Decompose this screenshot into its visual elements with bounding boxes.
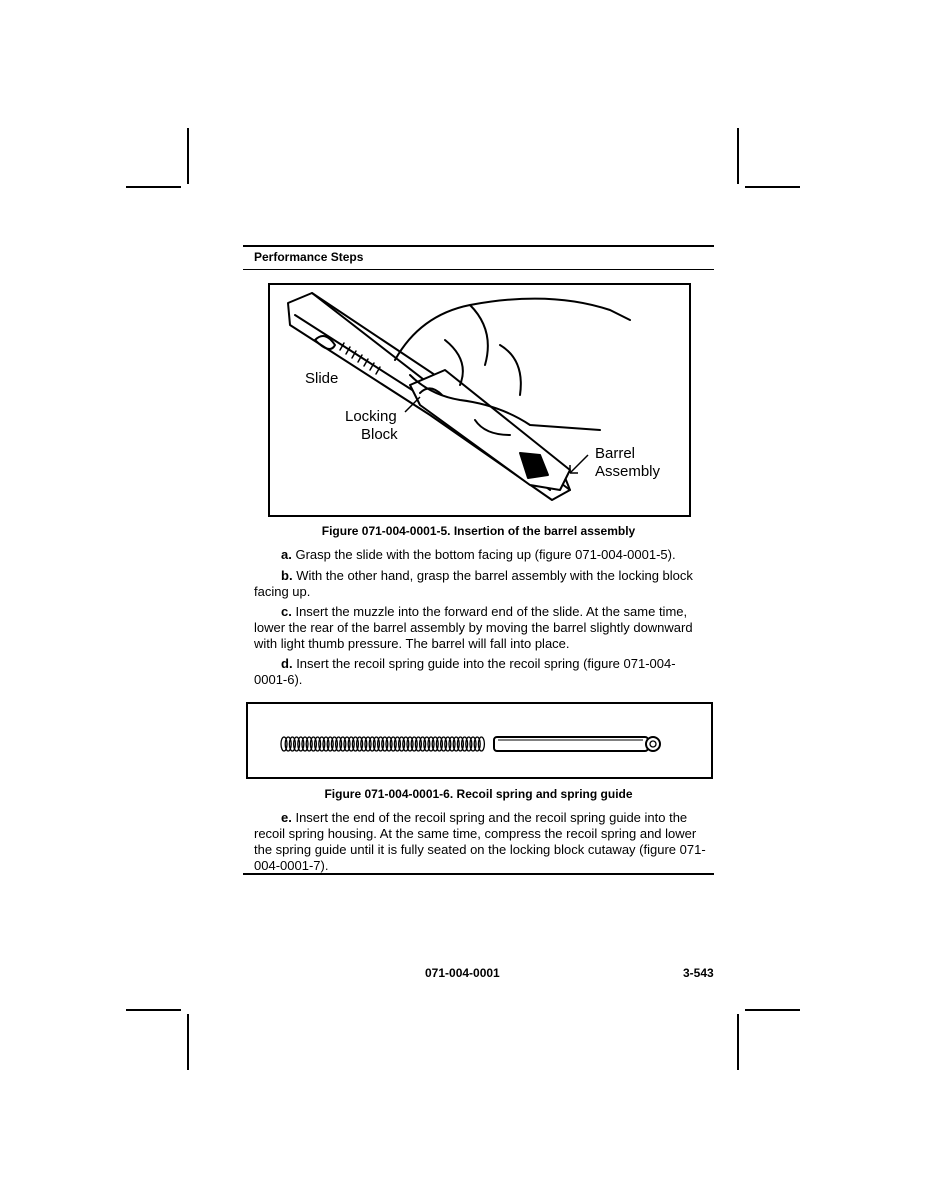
step-e-letter: e.: [281, 810, 292, 825]
figure-recoil-spring: [246, 702, 713, 779]
label-barrel-line1: Barrel: [595, 445, 636, 462]
step-a: [254, 547, 706, 563]
step-c-text: Insert the muzzle into the forward end of the slide. At the same time, lower the rear of the barrel assembly by moving the barrel slightly downward with light thumb pressure. The barrel will fall into place.: [254, 604, 693, 651]
crop-mark-bottom-left-horizontal: [126, 1009, 181, 1011]
step-b-text: With the other hand, grasp the barrel assembly with the locking block facing up.: [254, 568, 693, 599]
crop-mark-bottom-right-horizontal: [745, 1009, 800, 1011]
crop-mark-top-left-vertical: [187, 128, 189, 184]
step-d-text: Insert the recoil spring guide into the recoil spring (figure 071-004-0001-6).: [254, 656, 676, 687]
figure-1-caption: Figure 071-004-0001-5. Insertion of the barrel assembly: [321, 524, 636, 538]
step-d: [254, 656, 706, 688]
figure-barrel-insertion: [268, 283, 691, 517]
step-b: [254, 568, 706, 600]
crop-mark-bottom-right-vertical: [737, 1014, 739, 1070]
step-c: [254, 604, 706, 652]
step-a-letter: a.: [281, 547, 292, 562]
label-barrel-line2: Assembly: [595, 463, 661, 480]
crop-mark-bottom-left-vertical: [187, 1014, 189, 1070]
header-bottom-rule: [243, 269, 714, 270]
recoil-spring-illustration: [248, 704, 711, 777]
header-top-rule: [243, 245, 714, 247]
crop-mark-top-right-vertical: [737, 128, 739, 184]
label-leader-lines: [270, 285, 689, 515]
crop-mark-top-left-horizontal: [126, 186, 181, 188]
footer-doc-number: 071-004-0001: [425, 966, 500, 980]
label-locking-line2: Block: [361, 426, 398, 443]
figure-2-caption: Figure 071-004-0001-6. Recoil spring and spring guide: [324, 787, 633, 801]
step-a-text: Grasp the slide with the bottom facing up (figure 071-004-0001-5).: [295, 547, 676, 562]
step-e: [254, 810, 706, 874]
footer-page-number: 3-543: [683, 966, 714, 980]
step-c-letter: c.: [281, 604, 292, 619]
step-d-letter: d.: [281, 656, 293, 671]
section-header: Performance Steps: [254, 250, 364, 264]
content-bottom-rule: [243, 873, 714, 875]
step-b-letter: b.: [281, 568, 293, 583]
label-locking-line1: Locking: [345, 408, 397, 425]
crop-mark-top-right-horizontal: [745, 186, 800, 188]
label-slide: Slide: [305, 370, 339, 387]
step-e-text: Insert the end of the recoil spring and the recoil spring guide into the recoil spring housing. At the same time, compress the recoil spring and lower the spring guide until it is fully seated on the locking block cutaway (figure 071-004-0001-7).: [254, 810, 706, 873]
